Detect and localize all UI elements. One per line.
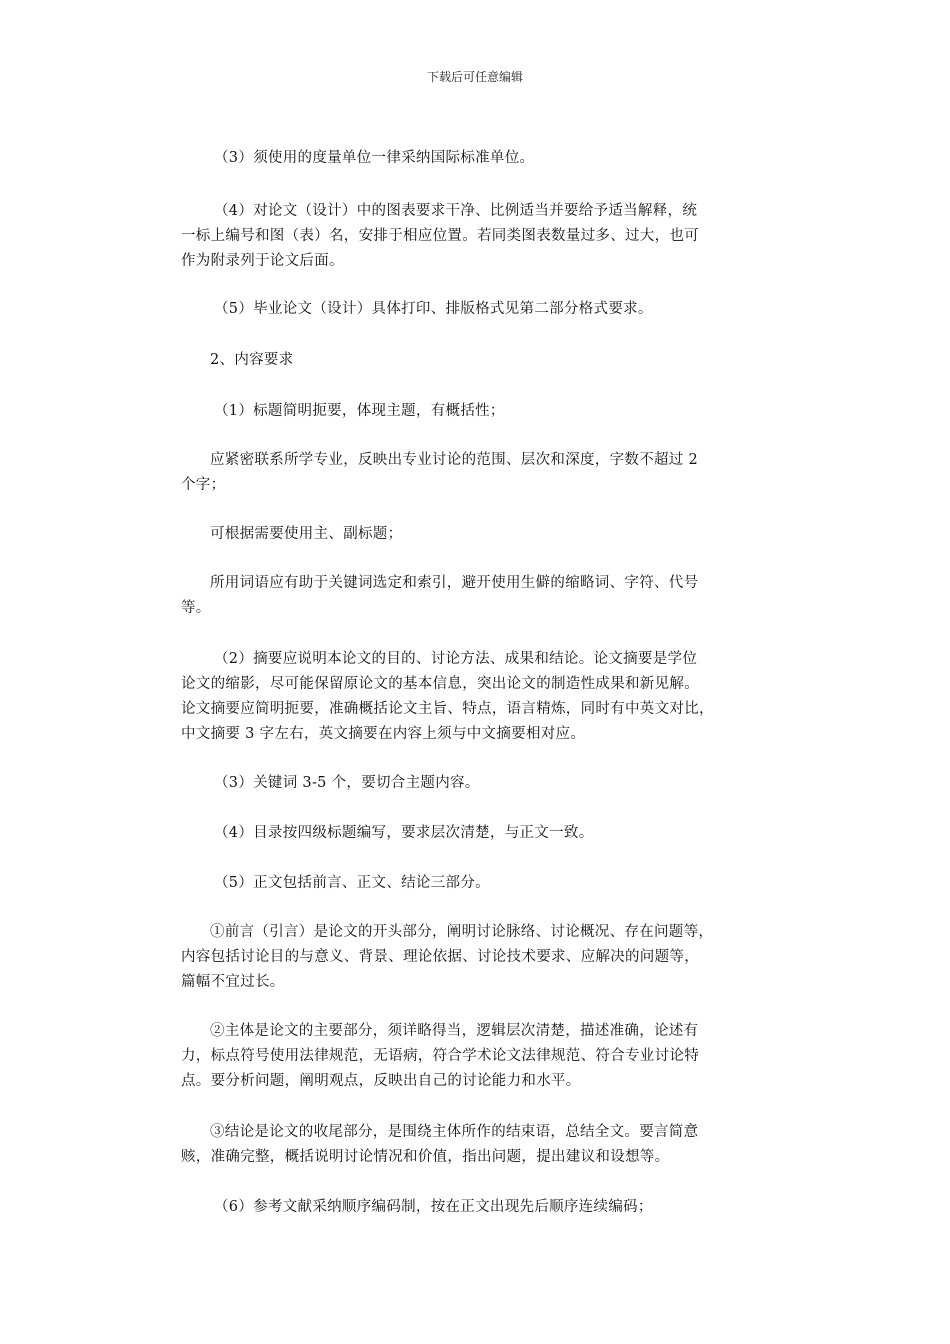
paragraph xyxy=(181,297,775,322)
text-line: 所用词语应有助于关键词选定和索引，避开使用生僻的缩略词、字符、代号 xyxy=(210,575,699,591)
text-line: 力，标点符号使用法律规范，无语病，符合学术论文法律规范、符合专业讨论特 xyxy=(181,1048,699,1064)
page-header: 下载后可任意编辑 xyxy=(426,70,523,84)
text-line: ②主体是论文的主要部分，须详略得当，逻辑层次清楚，描述准确，论述有 xyxy=(210,1023,699,1039)
text-line: 2、内容要求 xyxy=(210,352,294,368)
text-line: ③结论是论文的收尾部分，是围绕主体所作的结束语，总结全文。要言简意 xyxy=(210,1124,699,1140)
text-line: （2）摘要应说明本论文的目的、讨论方法、成果和结论。论文摘要是学位 xyxy=(214,651,698,667)
paragraph xyxy=(181,448,775,498)
paragraph xyxy=(181,146,775,171)
text-line: 可根据需要使用主、副标题； xyxy=(210,526,403,542)
paragraph xyxy=(181,1019,775,1094)
section-heading xyxy=(181,348,775,373)
paragraph xyxy=(181,1195,775,1220)
text-line: 内容包括讨论目的与意义、背景、理论依据、讨论技术要求、应解决的问题等， xyxy=(181,949,699,965)
text-line: （4）目录按四级标题编写，要求层次清楚，与正文一致。 xyxy=(214,825,594,841)
text-line: （5）正文包括前言、正文、结论三部分。 xyxy=(214,875,490,891)
text-line: 等。 xyxy=(181,600,211,616)
text-line: ①前言（引言）是论文的开头部分，阐明讨论脉络、讨论概况、存在问题等， xyxy=(210,924,714,940)
paragraph xyxy=(181,647,775,747)
text-line: 点。要分析问题，阐明观点，反映出自己的讨论能力和水平。 xyxy=(181,1073,581,1089)
text-line: 论文的缩影，尽可能保留原论文的基本信息，突出论文的制造性成果和新见解。 xyxy=(181,676,699,692)
text-line: 作为附录列于论文后面。 xyxy=(181,253,344,269)
text-line: （3）关键词 3-5 个，要切合主题内容。 xyxy=(214,775,480,791)
text-line: （5）毕业论文（设计）具体打印、排版格式见第二部分格式要求。 xyxy=(214,301,653,317)
paragraph xyxy=(181,571,775,621)
text-line: 一标上编号和图（表）名，安排于相应位置。若同类图表数量过多、过大，也可 xyxy=(181,228,699,244)
text-line: （3）须使用的度量单位一律采纳国际标准单位。 xyxy=(214,150,535,166)
text-line: （6）参考文献采纳顺序编码制，按在正文出现先后顺序连续编码； xyxy=(214,1199,653,1215)
text-line: （1）标题简明扼要，体现主题，有概括性； xyxy=(214,403,505,419)
text-line: 个字； xyxy=(181,477,226,493)
text-line: 应紧密联系所学专业，反映出专业讨论的范围、层次和深度，字数不超过 2 xyxy=(210,452,699,468)
text-line: （4）对论文（设计）中的图表要求干净、比例适当并要给予适当解释，统 xyxy=(214,203,698,219)
paragraph xyxy=(181,871,775,896)
paragraph xyxy=(181,821,775,846)
paragraph xyxy=(181,920,775,995)
paragraph xyxy=(181,1120,775,1170)
paragraph xyxy=(181,399,775,424)
paragraph xyxy=(181,199,775,274)
text-line: 赅，准确完整，概括说明讨论情况和价值，指出问题，提出建议和设想等。 xyxy=(181,1149,670,1165)
paragraph xyxy=(181,771,775,796)
text-line: 中文摘要 3 字左右，英文摘要在内容上须与中文摘要相对应。 xyxy=(181,726,586,742)
text-line: 论文摘要应简明扼要，准确概括论文主旨、特点，语言精炼，同时有中英文对比， xyxy=(181,701,714,717)
paragraph xyxy=(181,522,775,547)
text-line: 篇幅不宜过长。 xyxy=(181,974,285,990)
